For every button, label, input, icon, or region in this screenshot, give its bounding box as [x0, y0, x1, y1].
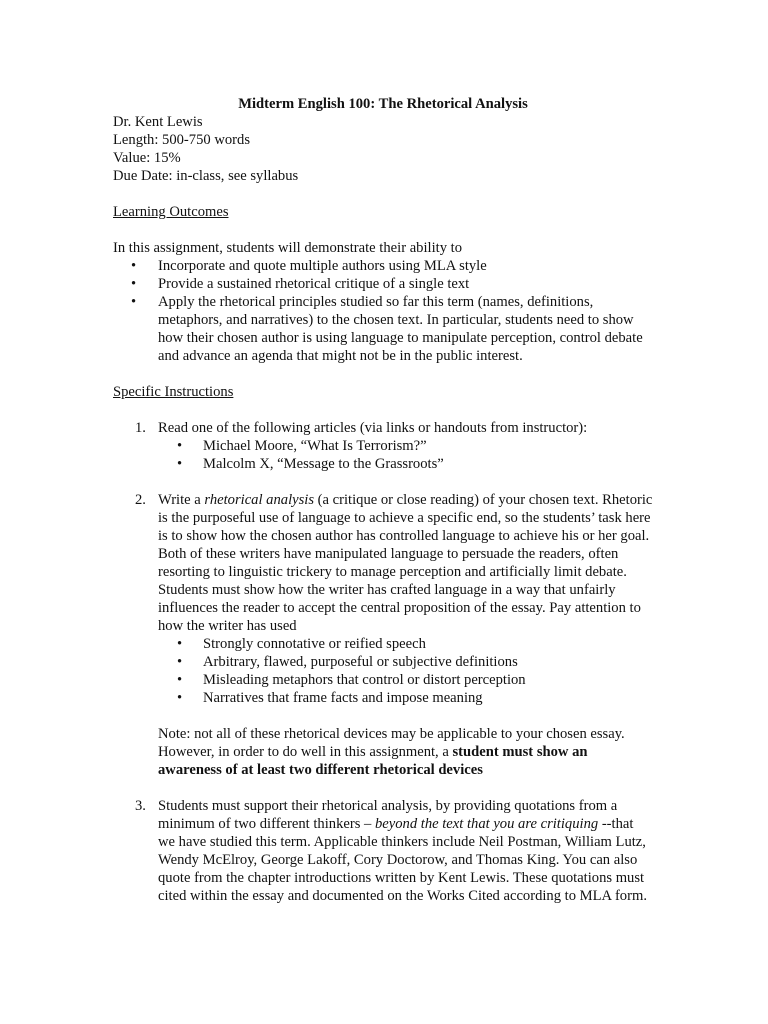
assignment-length: Length: 500-750 words — [113, 132, 251, 148]
step-text — [158, 491, 653, 635]
list-item — [113, 275, 653, 293]
list-item — [113, 455, 653, 473]
outcomes-intro: In this assignment, students will demonstrate their ability to — [113, 240, 462, 256]
article-title: Malcolm X, “Message to the Grassroots” — [203, 456, 444, 472]
step-text-emphasis: beyond the text that you are critiquing — [374, 816, 599, 832]
assignment-value: Value: 15% — [113, 150, 181, 166]
list-item — [113, 293, 653, 365]
spacer — [113, 401, 653, 419]
step-text-rest: --that we have studied this term. Applicable thinkers include Neil Postman, William Lutz, Wendy McElroy, George Lakoff, Cory Doctorow, and Thomas King. You can also quote from the chapter introductions written by Kent Lewis. These quotations must cited within the essay and documented on the Works Cited according to MLA form. — [158, 816, 647, 904]
list-item — [113, 635, 653, 653]
device-text: Arbitrary, flawed, purposeful or subjective definitions — [203, 654, 518, 670]
step-text — [158, 797, 653, 905]
devices-list — [113, 635, 653, 707]
outcomes-list — [113, 257, 653, 365]
list-item — [113, 257, 653, 275]
list-item — [113, 653, 653, 671]
step-number: 1. — [135, 420, 146, 436]
outcome-text: Apply the rhetorical principles studied so far this term (names, definitions, metaphors, and narratives) to the chosen text. In particular, students need to show how their chosen author is using language to manipulate perception, control debate and advance an agenda that might not be in the public interest. — [158, 294, 643, 364]
article-list — [113, 437, 653, 473]
spacer — [158, 779, 653, 797]
article-title: Michael Moore, “What Is Terrorism?” — [203, 438, 427, 454]
instruction-step-1 — [113, 419, 653, 491]
instruction-step-3 — [113, 797, 653, 905]
bullet-icon: • — [131, 294, 137, 310]
bullet-icon: • — [177, 636, 183, 652]
device-text: Strongly connotative or reified speech — [203, 636, 426, 652]
specific-instructions-heading: Specific Instructions — [113, 384, 234, 400]
spacer — [113, 221, 653, 239]
bullet-icon: • — [177, 672, 183, 688]
device-text: Misleading metaphors that control or distort perception — [203, 672, 526, 688]
bullet-icon: • — [177, 690, 183, 706]
instructions-list — [113, 419, 653, 905]
rhetorical-analysis-term: rhetorical analysis — [204, 492, 315, 508]
outcome-text: Provide a sustained rhetorical critique of a single text — [158, 276, 470, 292]
list-item — [113, 437, 653, 455]
due-date: Due Date: in-class, see syllabus — [113, 168, 299, 184]
outcome-text: Incorporate and quote multiple authors using MLA style — [158, 258, 487, 274]
step-text: Read one of the following articles (via links or handouts from instructor): — [158, 420, 588, 436]
step-text-lead: Students must support their rhetorical analysis, by providing quotations from a minimum of two different thinkers – — [158, 798, 618, 832]
list-item — [113, 671, 653, 689]
device-text: Narratives that frame facts and impose meaning — [203, 690, 483, 706]
note-emphasis: student must show an awareness of at least two different rhetorical devices — [158, 744, 588, 778]
step-number: 3. — [135, 798, 146, 814]
instructor-name: Dr. Kent Lewis — [113, 114, 203, 130]
note-paragraph — [158, 725, 653, 779]
bullet-icon: • — [177, 438, 183, 454]
spacer — [158, 707, 653, 725]
learning-outcomes-heading: Learning Outcomes — [113, 204, 229, 220]
document-page — [113, 95, 653, 905]
bullet-icon: • — [131, 276, 137, 292]
spacer — [113, 185, 653, 203]
bullet-icon: • — [131, 258, 137, 274]
spacer — [113, 365, 653, 383]
bullet-icon: • — [177, 456, 183, 472]
bullet-icon: • — [177, 654, 183, 670]
note-lead: Note: not all of these rhetorical devices may be applicable to your chosen essay. However, in order to do well in this assignment, a — [158, 726, 625, 760]
spacer — [158, 473, 653, 491]
step-text-rest: (a critique or close reading) of your chosen text. Rhetoric is the purposeful use of language to achieve a specific end, so the students’ task here is to show how the chosen author has controlled language to achieve his or her goal. Both of these writers have manipulated language to persuade the readers, often resorting to linguistic trickery to manage perception and artificially limit debate. Students must show how the writer has crafted language in a way that unfairly influences the reader to accept the central proposition of the essay. Pay attention to how the writer has used — [158, 492, 653, 634]
document-title: Midterm English 100: The Rhetorical Analysis — [238, 96, 528, 112]
instruction-step-2 — [113, 491, 653, 797]
list-item — [113, 689, 653, 707]
step-number: 2. — [135, 492, 146, 508]
step-text-lead: Write a — [158, 492, 205, 508]
